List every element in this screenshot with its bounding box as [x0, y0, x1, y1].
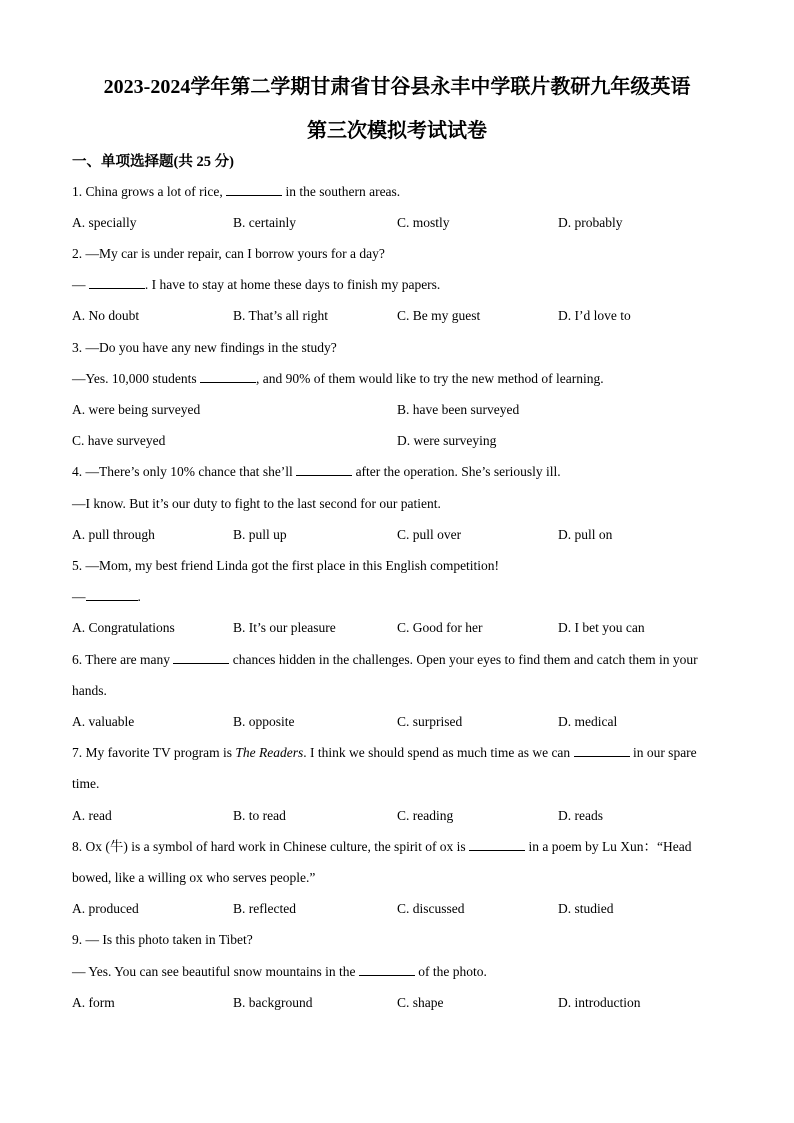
question-6-option-b: B. opposite — [233, 714, 295, 729]
question-2-option-b: B. That’s all right — [233, 308, 328, 323]
program-title: The Readers — [235, 745, 304, 760]
question-4-reply: —I know. But it’s our duty to fight to the last second for our patient. — [72, 496, 441, 511]
question-9-reply: — Yes. You can see beautiful snow mountains in the of the photo. — [72, 964, 487, 979]
question-2-option-a: A. No doubt — [72, 308, 140, 323]
question-9-option-c: C. shape — [397, 995, 444, 1010]
question-5-option-d: D. I bet you can — [558, 620, 645, 635]
question-2-option-c: C. Be my guest — [397, 308, 481, 323]
question-9-stem: 9. — Is this photo taken in Tibet? — [72, 932, 253, 947]
answer-blank — [173, 651, 229, 664]
question-6-option-d: D. medical — [558, 714, 618, 729]
question-2-stem: 2. —My car is under repair, can I borrow yours for a day? — [72, 246, 385, 261]
exam-title-line-2: 第三次模拟考试试卷 — [307, 120, 487, 142]
question-3-stem: 3. —Do you have any new findings in the study? — [72, 340, 337, 355]
question-3-option-c: C. have surveyed — [72, 433, 166, 448]
question-3-option-a: A. were being surveyed — [72, 402, 201, 417]
question-6-option-a: A. valuable — [72, 714, 135, 729]
question-5-option-c: C. Good for her — [397, 620, 483, 635]
question-8-option-b: B. reflected — [233, 901, 296, 916]
question-8-option-c: C. discussed — [397, 901, 465, 916]
answer-blank — [469, 838, 525, 851]
question-2-reply: — . I have to stay at home these days to finish my papers. — [72, 277, 441, 292]
question-8-stem: 8. Ox (牛) is a symbol of hard work in Chinese culture, the spirit of ox is in a poem by Lu Xun：“Head — [72, 839, 692, 854]
question-1-stem: 1. China grows a lot of rice, in the southern areas. — [72, 184, 401, 199]
exam-title-line-1: 2023-2024学年第二学期甘肃省甘谷县永丰中学联片教研九年级英语 — [103, 76, 691, 98]
question-6-stem: 6. There are many chances hidden in the challenges. Open your eyes to find them and catch them in your — [72, 652, 698, 667]
question-8-stem-continued: bowed, like a willing ox who serves people.” — [72, 870, 316, 885]
question-5-option-a: A. Congratulations — [72, 620, 175, 635]
question-7-stem: 7. My favorite TV program is The Readers. I think we should spend as much time as we can in our spare — [72, 745, 697, 760]
answer-blank — [296, 463, 352, 476]
question-7-option-d: D. reads — [558, 808, 603, 823]
question-8-option-d: D. studied — [558, 901, 614, 916]
question-4-option-a: A. pull through — [72, 527, 155, 542]
question-3-option-b: B. have been surveyed — [397, 402, 520, 417]
answer-blank — [200, 370, 256, 383]
question-4-stem: 4. —There’s only 10% chance that she’ll after the operation. She’s seriously ill. — [72, 464, 561, 479]
question-3-reply: —Yes. 10,000 students , and 90% of them would like to try the new method of learning. — [72, 371, 604, 386]
question-7-option-b: B. to read — [233, 808, 286, 823]
question-6-option-c: C. surprised — [397, 714, 463, 729]
question-8-option-a: A. produced — [72, 901, 139, 916]
question-4-option-d: D. pull on — [558, 527, 613, 542]
question-1-option-b: B. certainly — [233, 215, 296, 230]
question-1-option-a: A. specially — [72, 215, 137, 230]
answer-blank — [86, 588, 138, 601]
question-9-option-b: B. background — [233, 995, 313, 1010]
question-1-option-d: D. probably — [558, 215, 623, 230]
question-6-stem-continued: hands. — [72, 683, 107, 698]
question-4-option-b: B. pull up — [233, 527, 287, 542]
answer-blank — [226, 183, 282, 196]
answer-blank — [359, 963, 415, 976]
question-1-option-c: C. mostly — [397, 215, 450, 230]
answer-blank — [89, 276, 145, 289]
section-heading: 一、单项选择题(共 25 分) — [72, 154, 234, 170]
question-4-option-c: C. pull over — [397, 527, 462, 542]
question-7-option-a: A. read — [72, 808, 112, 823]
question-7-option-c: C. reading — [397, 808, 454, 823]
question-7-stem-continued: time. — [72, 776, 100, 791]
question-5-stem: 5. —Mom, my best friend Linda got the first place in this English competition! — [72, 558, 500, 573]
question-2-option-d: D. I’d love to — [558, 308, 631, 323]
question-3-option-d: D. were surveying — [397, 433, 497, 448]
question-5-reply: — . — [72, 589, 141, 604]
question-9-option-d: D. introduction — [558, 995, 641, 1010]
answer-blank — [574, 744, 630, 757]
question-5-option-b: B. It’s our pleasure — [233, 620, 336, 635]
question-9-option-a: A. form — [72, 995, 115, 1010]
